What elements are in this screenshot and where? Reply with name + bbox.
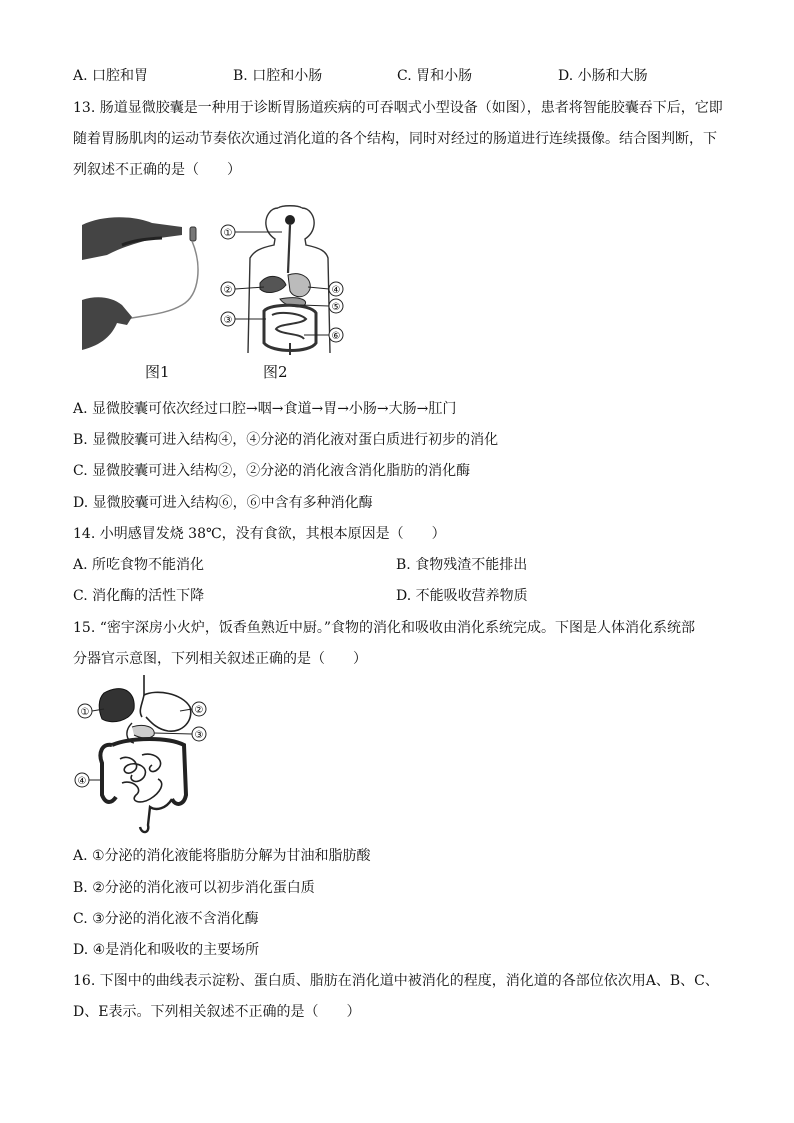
- q15-option-a: A. ①分泌的消化液能将脂肪分解为甘油和脂肪酸: [73, 848, 371, 864]
- q13-figure-1-capsule-photo: [82, 205, 212, 355]
- q16-stem-line-2: D、E表示。下列相关叙述不正确的是（ ）: [73, 1004, 361, 1020]
- q15-option-d: D. ④是消化和吸收的主要场所: [73, 942, 260, 958]
- q13-option-b: B. 显微胶囊可进入结构④，④分泌的消化液对蛋白质进行初步的消化: [73, 432, 499, 448]
- q14-stem: 14. 小明感冒发烧 38℃，没有食欲，其根本原因是（ ）: [73, 526, 446, 542]
- q13-stem-line-2: 随着胃肠肌肉的运动节奏依次通过消化道的各个结构，同时对经过的肠道进行连续摄像。结合图判断，下: [73, 131, 717, 147]
- q15-fig-label-2: ②: [194, 705, 204, 716]
- q15-option-c: C. ③分泌的消化液不含消化酶: [73, 911, 259, 927]
- fig2-label-4: ④: [331, 285, 341, 296]
- q15-fig-label-1: ①: [80, 707, 90, 718]
- q13-stem-line-3: 列叙述不正确的是（ ）: [73, 162, 241, 178]
- q14-option-c: C. 消化酶的活性下降: [73, 588, 205, 604]
- fig2-label-1: ①: [223, 228, 233, 239]
- q12-option-b: B. 口腔和小肠: [233, 68, 323, 84]
- q15-stem-line-2: 分器官示意图，下列相关叙述正确的是（ ）: [73, 651, 367, 667]
- q13-figure-1-caption: 图1: [145, 363, 170, 381]
- q15-figure-digestive-organs: [72, 675, 217, 835]
- fig2-label-2: ②: [223, 285, 233, 296]
- q12-option-c: C. 胃和小肠: [397, 68, 473, 84]
- q13-option-c: C. 显微胶囊可进入结构②，②分泌的消化液含消化脂肪的消化酶: [73, 463, 471, 479]
- fig2-label-3: ③: [223, 315, 233, 326]
- q13-option-d: D. 显微胶囊可进入结构⑥，⑥中含有多种消化酶: [73, 495, 373, 511]
- fig2-label-5: ⑤: [331, 302, 341, 313]
- q15-stem-line-1: 15. “密宇深房小火炉，饭香鱼熟近中厨。”食物的消化和吸收由消化系统完成。下图是人体消化系统部: [73, 620, 696, 636]
- q14-option-a: A. 所吃食物不能消化: [73, 557, 205, 573]
- q13-figure-2-digestive-system: [220, 203, 360, 363]
- q13-option-a: A. 显微胶囊可依次经过口腔→咽→食道→胃→小肠→大肠→肛门: [73, 401, 457, 417]
- q15-fig-label-4: ④: [77, 776, 87, 787]
- q16-stem-line-1: 16. 下图中的曲线表示淀粉、蛋白质、脂肪在消化道中被消化的程度，消化道的各部位依次用A、B、C、: [73, 973, 719, 989]
- q12-option-a: A. 口腔和胃: [73, 68, 149, 84]
- q14-option-b: B. 食物残渣不能排出: [396, 557, 528, 573]
- q15-option-b: B. ②分泌的消化液可以初步消化蛋白质: [73, 880, 315, 896]
- q15-fig-label-3: ③: [194, 730, 204, 741]
- q14-option-d: D. 不能吸收营养物质: [396, 588, 528, 604]
- q12-option-d: D. 小肠和大肠: [558, 68, 648, 84]
- q13-figure-2-caption: 图2: [263, 363, 288, 381]
- fig2-label-6: ⑥: [331, 331, 341, 342]
- q13-stem-line-1: 13. 肠道显微胶囊是一种用于诊断胃肠道疾病的可吞咽式小型设备（如图），患者将智能胶囊吞下后，它即: [73, 100, 723, 116]
